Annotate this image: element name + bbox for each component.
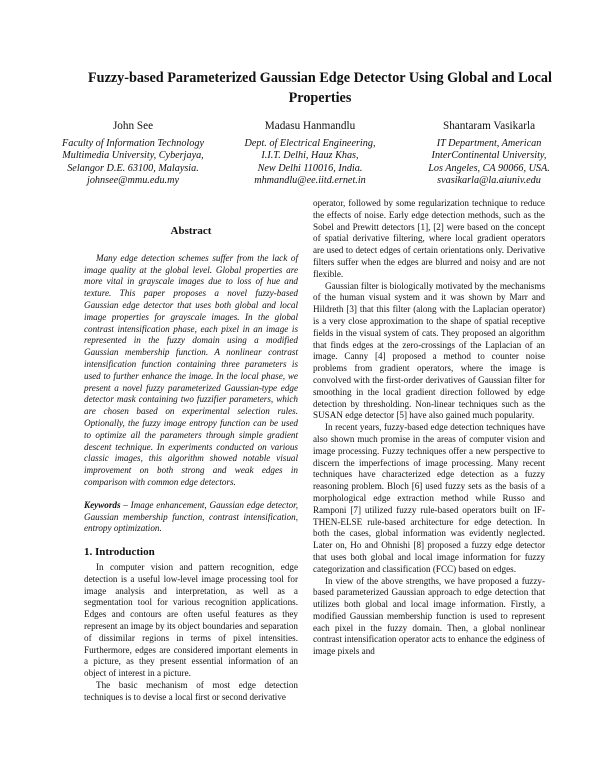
author-name: Madasu Hanmandlu [264, 120, 356, 132]
right-column [313, 198, 545, 658]
author-block [52, 120, 572, 192]
author-2 [230, 120, 390, 188]
paragraph: Gaussian filter is biologically motivated by the mechanisms of the human visual system and it was shown by Marr and Hildreth [3] that this filter (along with the Laplacian operator) is a very close approximation to the shape of spatial receptive fields in the visual system of cats. They proposed an algorithm that finds edges at the zero-crossings of the Laplacian of an image. Canny [4] proposed a method to counter noise problems from gradient operators, where the image is convolved with the first-order derivatives of Gaussian filter for smoothing in the local gradient direction followed by edge detection by thresholding. Non-linear techniques such as the SUSAN edge detector [5] have also gained much popularity. [313, 280, 545, 421]
keywords-label: Keywords [84, 499, 121, 510]
paragraph: In computer vision and pattern recognition, edge detection is a useful low-level image processing tool for image analysis and interpretation, as well as a segmentation tool for various recognition applications. Edges and contours are often useful features as they represent an image by its object boundaries and separation of dissimilar regions in terms of pixel intensities. Furthermore, edges are considered important elements in a picture, as they present essential information of an object of interest in a picture. [84, 561, 298, 679]
keywords-text: – Image enhancement, Gaussian edge detector, Gaussian membership function, contrast intensification, entropy optimization. [84, 499, 298, 534]
author-name: Shantaram Vasikarla [442, 120, 536, 132]
section-heading-introduction: 1. Introduction [84, 546, 155, 559]
keywords [84, 500, 298, 535]
author-affiliation-line: Dept. of Electrical Engineering, [244, 137, 376, 149]
paragraph: The basic mechanism of most edge detection techniques is to devise a local first or second derivative [84, 679, 298, 702]
paragraph: In recent years, fuzzy-based edge detection techniques have also shown much promise in the areas of computer vision and image processing. Fuzzy techniques offer a new perspective to discern the imperfections of image processing. Many recent techniques have characterized edge detection as a fuzzy reasoning problem. Bloch [6] used fuzzy sets as the basis of a morphological edge extraction method while Russo and Ramponi [7] utilized fuzzy rule-based operators built on IF-THEN-ELSE rule-based architecture for edge detection. In both the cases, global information was evidently neglected. Later on, Ho and Ohnishi [8] proposed a fuzzy edge detector that uses both global and local image information for fuzzy categorization and classification (FCC) based on edges. [313, 422, 545, 574]
author-affiliation-line: InterContinental University, [431, 150, 547, 161]
abstract-text: Many edge detection schemes suffer from the lack of image quality at the global level. Global properties are more vital in grayscale images due to loss of hue and texture. This paper proposes a novel fuzzy-based Gaussian edge detector that uses both global and local image properties for grayscale images. In the global contrast intensification phase, each pixel in an image is represented in the fuzzy domain using a modified Gaussian membership function. A nonlinear contrast intensification function containing three parameters is used to further enhance the image. In the local phase, we present a novel fuzzy parameterized Gaussian-type edge detector mask containing two fuzzifier parameters, which are chosen based on experimental selection rules. Optionally, the fuzzy image entropy function can be used to optimize all the parameters through simple gradient descent technique. In experiments conducted on various classic images, this algorithm showed notable visual improvement on both strong and weak edges in comparison with common edge detectors. [84, 252, 298, 487]
author-1 [52, 120, 214, 188]
author-affiliation-line: Los Angeles, CA 90066, USA. [428, 162, 550, 174]
author-email: mhmandlu@ee.iitd.ernet.in [254, 175, 366, 186]
author-affiliation-line: Faculty of Information Technology [62, 137, 204, 149]
left-column [84, 226, 298, 703]
author-email: johnsee@mmu.edu.my [87, 175, 179, 186]
abstract-heading: Abstract [170, 225, 212, 237]
author-name: John See [112, 120, 154, 132]
paper-title: Fuzzy-based Parameterized Gaussian Edge Detector Using Global and Local Properties [88, 70, 552, 106]
author-affiliation-line: Selangor D.E. 63100, Malaysia. [67, 162, 199, 174]
author-email: svasikarla@la.aiuniv.edu [437, 175, 541, 186]
author-affiliation-line: Multimedia University, Cyberjaya, [62, 150, 204, 161]
author-affiliation-line: I.I.T. Delhi, Hauz Khas, [261, 150, 359, 161]
paragraph: operator, followed by some regularization technique to reduce the effects of noise. Early edge detection methods, such as the Sobel and Prewitt detectors [1], [2] were based on the concept of spatial derivative filtering, where local gradient operators are used to detect edges of certain orientations only. Derivative filters suffer when the edges are blurred and noisy and are not flexible. [313, 198, 545, 279]
author-affiliation-line: New Delhi 110016, India. [257, 162, 363, 174]
author-3 [406, 120, 572, 188]
paragraph: In view of the above strengths, we have proposed a fuzzy-based parameterized Gaussian approach to edge detection that utilizes both global and local image information. Firstly, a modified Gaussian membership function is used to represent each pixel in the fuzzy domain. Then, a global nonlinear contrast intensification operator acts to enhance the edginess of image pixels and [313, 575, 545, 657]
author-affiliation-line: IT Department, American [436, 137, 542, 149]
